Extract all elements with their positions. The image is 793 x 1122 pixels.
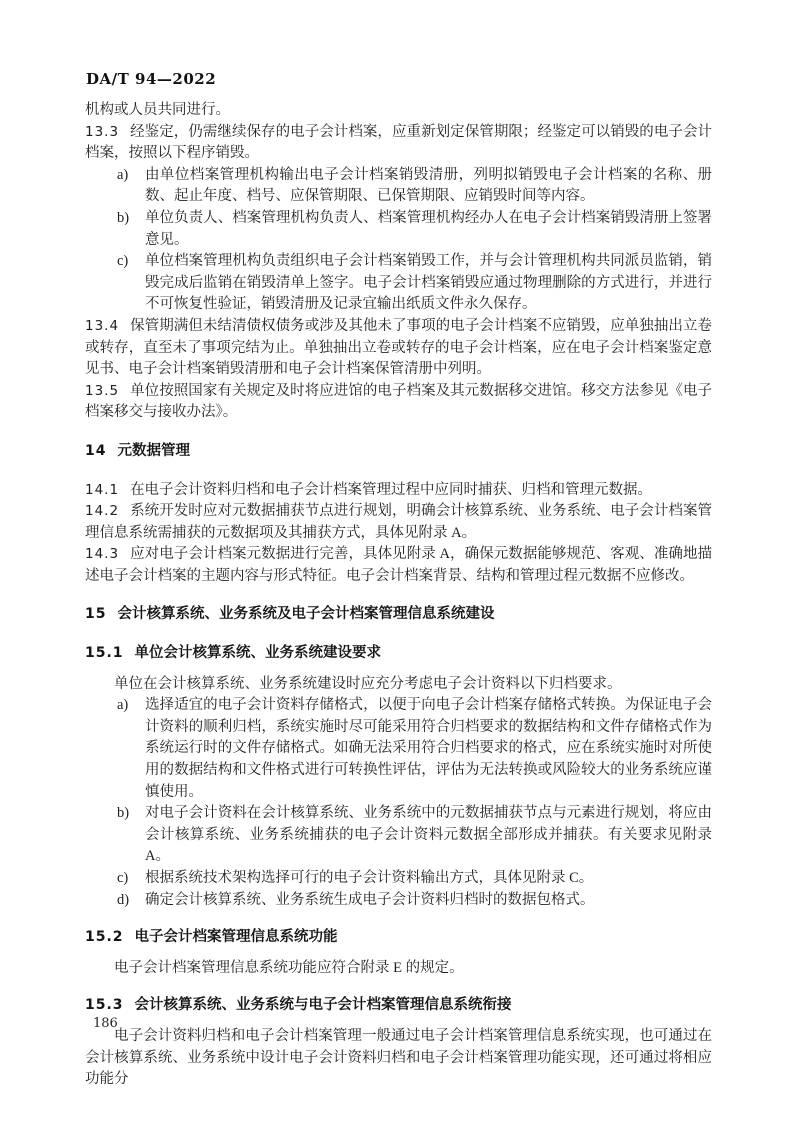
clause-number: 13.4 — [85, 317, 120, 334]
section-heading — [85, 927, 712, 949]
list-item-text: 单位负责人、档案管理机构负责人、档案管理机构经办人在电子会计档案销毁清册上签署意见。 — [145, 209, 712, 248]
clause-number: 13.3 — [85, 123, 120, 140]
list-item — [85, 890, 712, 912]
list-item-label: b) — [117, 805, 130, 822]
list-item-label: c) — [117, 870, 129, 886]
list-item — [85, 208, 712, 251]
heading-text: 会计核算系统、业务系统及电子会计档案管理信息系统建设 — [117, 606, 495, 623]
document-header-standard-number: DA/T 94—2022 — [86, 70, 217, 88]
section-heading — [85, 643, 712, 665]
list-item — [85, 695, 712, 803]
heading-number: 14 — [85, 442, 107, 459]
heading-text: 单位会计核算系统、业务系统建设要求 — [134, 645, 382, 662]
clause-paragraph — [85, 480, 712, 502]
section-heading — [85, 995, 712, 1017]
clause-paragraph — [85, 316, 712, 381]
heading-number: 15.3 — [85, 997, 124, 1014]
clause-text: 经鉴定，仍需继续保存的电子会计档案，应重新划定保管期限；经鉴定可以销毁的电子会计档案，按照以下程序销毁。 — [85, 123, 712, 162]
clause-number: 14.1 — [85, 481, 120, 498]
clause-text: 在电子会计资料归档和电子会计档案管理过程中应同时捕获、归档和管理元数据。 — [130, 481, 653, 498]
list-item-text: 选择适宜的电子会计资料存储格式，以便于向电子会计档案存储格式转换。为保证电子会计资料的顺利归档，系统实施时尽可能采用符合归档要求的数据结构和文件存储格式作为系统运行时的文件存储格式。如确无法采用符合归档要求的格式，应在系统实施时对所使用的数据结构和文件格式进行可转换性评估，评估为无法转换或风险较大的业务系统应谨慎使用。 — [145, 697, 712, 800]
page-number: 186 — [93, 1016, 118, 1031]
document-content — [85, 100, 712, 1091]
list-item-label: a) — [117, 697, 129, 714]
heading-text: 电子会计档案管理信息系统功能 — [134, 929, 338, 946]
clause-text: 保管期满但未结清债权债务或涉及其他未了事项的电子会计档案不应销毁，应单独抽出立卷或转存，直至未了事项完结为止。单独抽出立卷或转存的电子会计档案，应在电子会计档案鉴定意见书、电子会计档案销毁清册和电子会计档案保管清册中列明。 — [85, 317, 712, 378]
body-paragraph: 机构或人员共同进行。 — [85, 102, 230, 118]
list-item-text: 对电子会计资料在会计核算系统、业务系统中的元数据捕获节点与元素进行规划，将应由会计核算系统、业务系统捕获的电子会计资料元数据全部形成并捕获。有关要求见附录 A。 — [145, 805, 712, 865]
section-heading — [85, 441, 712, 463]
heading-text: 元数据管理 — [117, 442, 190, 459]
body-paragraph: 电子会计资料归档和电子会计档案管理一般通过电子会计档案管理信息系统实现，也可通过在会计核算系统、业务系统中设计电子会计资料归档和电子会计档案管理功能实现，还可通过将相应功能分 — [85, 1027, 712, 1088]
list-item — [85, 165, 712, 208]
clause-number: 14.3 — [85, 546, 120, 563]
list-item-text: 由单位档案管理机构输出电子会计档案销毁清册，列明拟销毁电子会计档案的名称、册数、起止年度、档号、应保管期限、已保管期限、应销毁时间等内容。 — [145, 166, 712, 205]
clause-text: 系统开发时应对元数据捕获节点进行规划，明确会计核算系统、业务系统、电子会计档案管理信息系统需捕获的元数据项及其捕获方式，具体见附录 A。 — [85, 503, 712, 541]
heading-number: 15.1 — [85, 645, 124, 662]
heading-number: 15 — [85, 606, 107, 623]
body-paragraph: 单位在会计核算系统、业务系统建设时应充分考虑电子会计资料以下归档要求。 — [114, 675, 622, 692]
list-item-text: 根据系统技术架构选择可行的电子会计资料输出方式，具体见附录 C。 — [145, 870, 594, 886]
clause-paragraph — [85, 544, 712, 587]
list-item-label: d) — [117, 891, 130, 908]
heading-number: 15.2 — [85, 929, 124, 946]
ordered-letter-list — [85, 165, 712, 316]
list-item — [85, 803, 712, 868]
clause-paragraph — [85, 381, 712, 424]
clause-paragraph — [85, 122, 712, 165]
list-item — [85, 868, 712, 890]
list-item-text: 确定会计核算系统、业务系统生成电子会计资料归档时的数据包格式。 — [145, 891, 595, 908]
clause-text: 应对电子会计档案元数据进行完善，具体见附录 A，确保元数据能够规范、客观、准确地描述电子会计档案的主题内容与形式特征。电子会计档案背景、结构和管理过程元数据不应修改。 — [85, 546, 712, 584]
clause-paragraph — [85, 501, 712, 544]
clause-number: 14.2 — [85, 503, 120, 520]
heading-text: 会计核算系统、业务系统与电子会计档案管理信息系统衔接 — [134, 997, 512, 1014]
section-heading — [85, 604, 712, 626]
list-item-label: a) — [117, 166, 129, 183]
ordered-letter-list — [85, 695, 712, 911]
list-item-label: b) — [117, 209, 130, 226]
list-item-label: c) — [117, 253, 129, 270]
body-paragraph: 电子会计档案管理信息系统功能应符合附录 E 的规定。 — [114, 959, 464, 976]
clause-number: 13.5 — [85, 382, 120, 399]
list-item — [85, 251, 712, 316]
clause-text: 单位按照国家有关规定及时将应进馆的电子档案及其元数据移交进馆。移交方法参见《电子档案移交与接收办法》。 — [85, 382, 712, 421]
list-item-text: 单位档案管理机构负责组织电子会计档案销毁工作，并与会计管理机构共同派员监销，销毁完成后监销在销毁清单上签字。电子会计档案销毁应通过物理删除的方式进行，并进行不可恢复性验证，销毁清册及记录宜输出纸质文件永久保存。 — [145, 253, 712, 313]
